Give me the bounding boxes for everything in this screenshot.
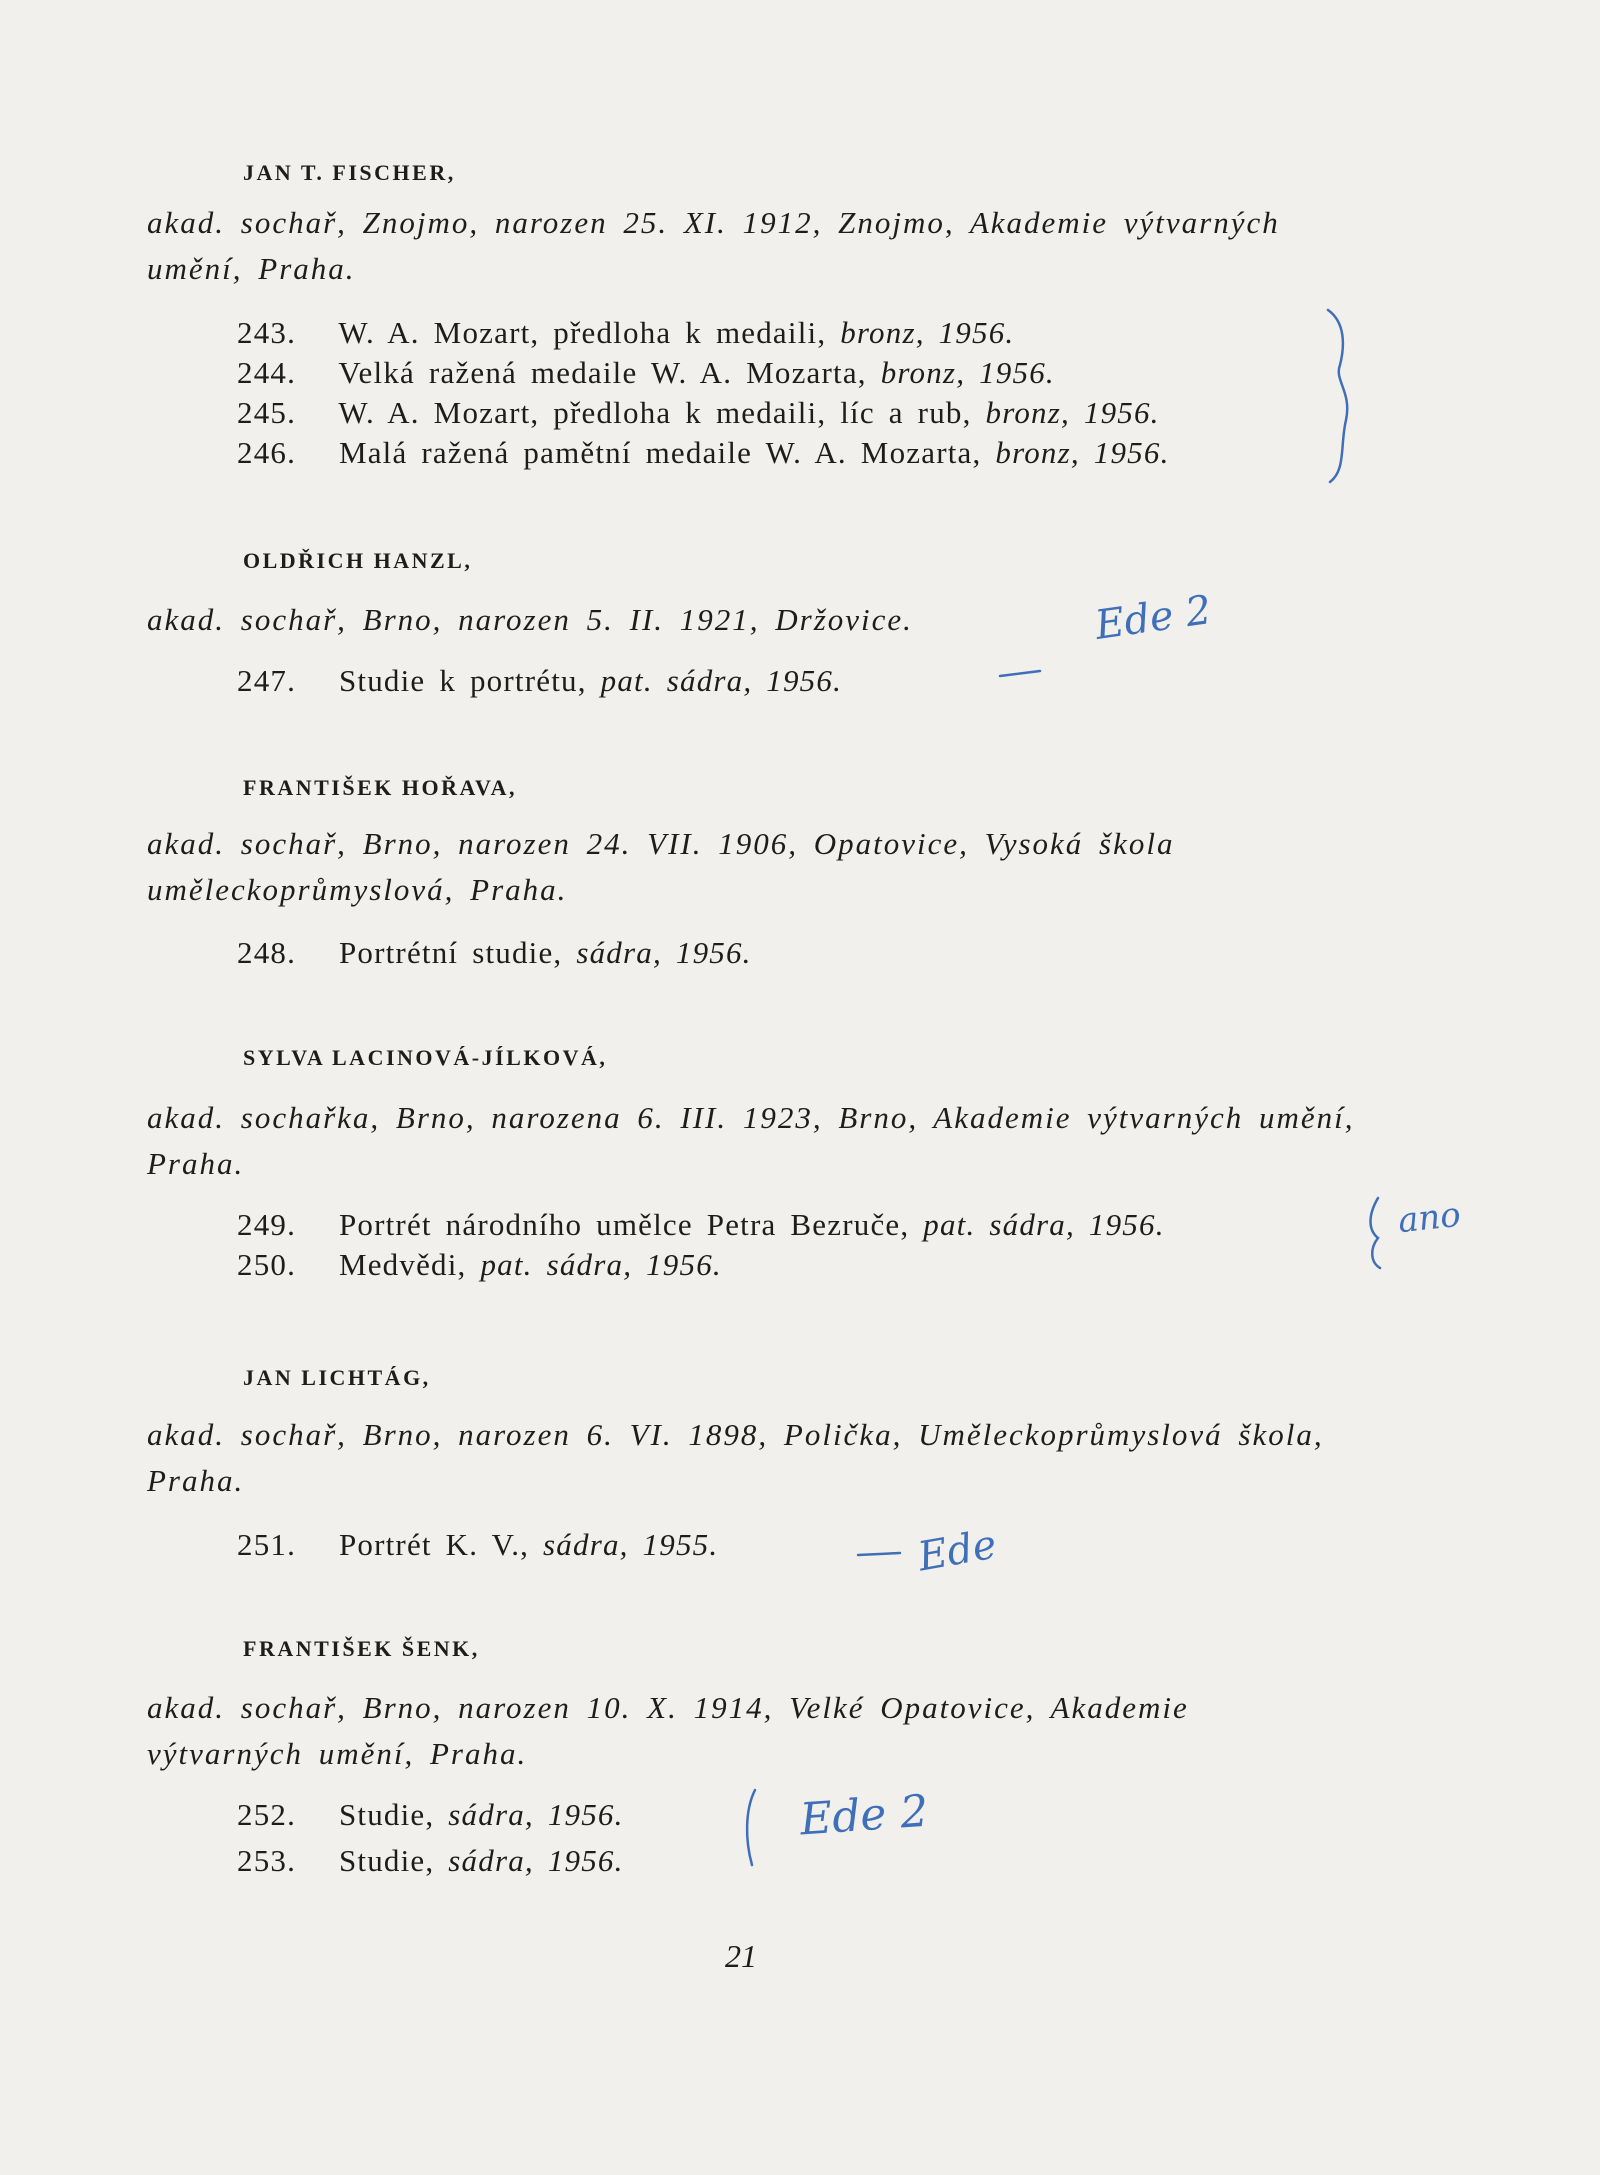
handwritten-note-lichtag: Ede xyxy=(914,1521,1000,1581)
entry-title: Velká ražená medaile W. A. Mozarta, xyxy=(338,355,867,390)
entry-material: bronz, 1956. xyxy=(840,315,1015,350)
entry-title: Medvědi, xyxy=(338,1247,467,1282)
entry-material: bronz, 1956. xyxy=(985,395,1160,430)
entry-number: 245. xyxy=(237,395,297,430)
entry-title: Portrét K. V., xyxy=(338,1527,530,1562)
entry-number: 248. xyxy=(237,935,297,970)
entry-material: sádra, 1956. xyxy=(576,935,752,970)
dash-mark-251 xyxy=(858,1553,900,1555)
entry-title: Studie k portrétu, xyxy=(338,663,587,698)
artist-bio: akad. sochař, Brno, narozen 24. VII. 1906, Opatovice, Vysoká škola uměleckoprůmyslová, Praha. xyxy=(147,826,1175,907)
page-number: 21 xyxy=(725,1938,757,1974)
artist-bio: akad. sochař, Znojmo, narozen 25. XI. 1912, Znojmo, Akademie výtvarných umění, Praha. xyxy=(147,205,1280,286)
entry-number: 247. xyxy=(237,663,297,698)
bracket-fischer-entries xyxy=(1328,310,1347,482)
dash-mark-247 xyxy=(1000,671,1040,676)
entry-number: 243. xyxy=(237,315,297,350)
artist-name: SYLVA LACINOVÁ-JÍLKOVÁ, xyxy=(243,1045,608,1070)
entry-title: Malá ražená pamětní medaile W. A. Mozarta, xyxy=(338,435,982,470)
entry-number: 246. xyxy=(237,435,297,470)
entry-material: bronz, 1956. xyxy=(995,435,1170,470)
entry-material: pat. sádra, 1956. xyxy=(923,1207,1165,1242)
entry-number: 249. xyxy=(237,1207,297,1242)
entry-number: 252. xyxy=(237,1797,297,1832)
artist-name: FRANTIŠEK ŠENK, xyxy=(243,1636,480,1661)
entry-material: pat. sádra, 1956. xyxy=(480,1247,722,1282)
artist-bio: akad. sochařka, Brno, narozena 6. III. 1923, Brno, Akademie výtvarných umění, Praha. xyxy=(147,1100,1355,1181)
entry-title: W. A. Mozart, předloha k medaili, líc a rub, xyxy=(338,395,972,430)
entry-title: Portrét národního umělce Petra Bezruče, xyxy=(338,1207,910,1242)
artist-name: FRANTIŠEK HOŘAVA, xyxy=(243,775,517,800)
artist-bio: akad. sochař, Brno, narozen 6. VI. 1898, Polička, Uměleckoprůmyslová škola, Praha. xyxy=(147,1417,1324,1498)
artist-bio: akad. sochař, Brno, narozen 10. X. 1914, Velké Opatovice, Akademie výtvarných umění, Praha. xyxy=(147,1690,1189,1771)
artist-name: JAN LICHTÁG, xyxy=(243,1365,431,1390)
handwritten-note-hanzl: Ede 2 xyxy=(1092,587,1215,649)
entry-number: 251. xyxy=(237,1527,297,1562)
entry-material: bronz, 1956. xyxy=(880,355,1055,390)
handwritten-note-senk: Ede 2 xyxy=(798,1785,930,1846)
artist-name: OLDŘICH HANZL, xyxy=(243,548,473,573)
bracket-lacinova-entries xyxy=(1371,1198,1381,1268)
entry-title: Studie, xyxy=(338,1843,435,1878)
entry-material: sádra, 1956. xyxy=(448,1843,624,1878)
entry-number: 250. xyxy=(237,1247,297,1282)
artist-bio: akad. sochař, Brno, narozen 5. II. 1921, Držovice. xyxy=(147,602,913,637)
bracket-senk-entries xyxy=(747,1790,755,1865)
entry-title: Portrétní studie, xyxy=(338,935,563,970)
entry-number: 244. xyxy=(237,355,297,390)
handwritten-note-lacinova: ano xyxy=(1396,1194,1463,1242)
entry-title: W. A. Mozart, předloha k medaili, xyxy=(338,315,827,350)
entry-number: 253. xyxy=(237,1843,297,1878)
entry-material: sádra, 1955. xyxy=(543,1527,719,1562)
artist-name: JAN T. FISCHER, xyxy=(243,160,456,185)
entry-title: Studie, xyxy=(338,1797,435,1832)
entry-material: sádra, 1956. xyxy=(448,1797,624,1832)
entry-material: pat. sádra, 1956. xyxy=(600,663,843,698)
